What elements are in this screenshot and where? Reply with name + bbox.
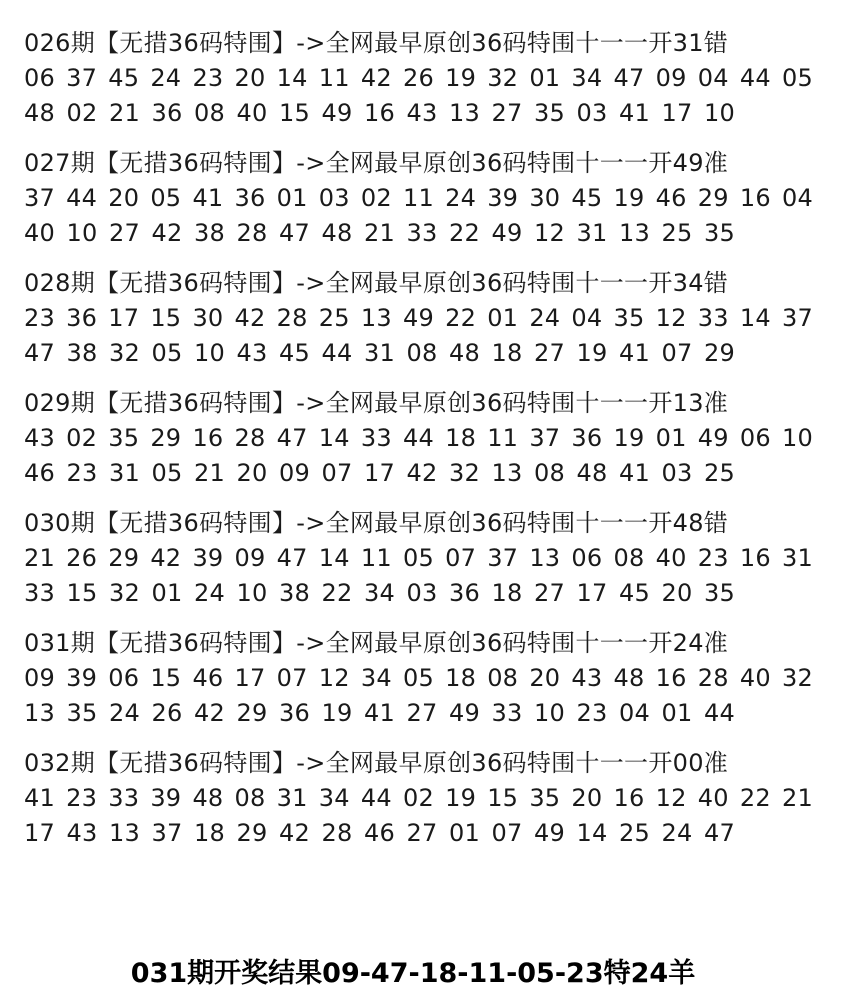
number-cell: 32: [109, 339, 140, 367]
number-cell: 23: [192, 64, 224, 92]
number-cell: 18: [491, 579, 523, 607]
number-cell: 16: [739, 544, 771, 572]
number-cell: 08: [194, 99, 225, 127]
number-cell: 07: [491, 819, 523, 847]
number-cell: 40: [655, 544, 687, 572]
number-cell: 31: [576, 219, 608, 247]
number-cell: 28: [276, 304, 308, 332]
number-cell: 26: [66, 544, 98, 572]
number-cell: 20: [236, 459, 268, 487]
number-cell: 32: [487, 64, 519, 92]
number-cell: 28: [321, 819, 353, 847]
number-cell: 23: [66, 459, 98, 487]
number-cell: 38: [194, 219, 225, 247]
number-cell: 13: [449, 99, 480, 127]
number-cell: 11: [360, 544, 392, 572]
number-cell: 37: [151, 819, 183, 847]
number-cell: 26: [402, 64, 434, 92]
number-cell: 43: [66, 819, 98, 847]
number-row: [24, 816, 824, 851]
number-cell: 07: [321, 459, 353, 487]
number-cell: 48: [449, 339, 480, 367]
number-cell: 02: [360, 184, 392, 212]
number-cell: 03: [661, 459, 693, 487]
period-title: 026期【无措36码特围】->全网最早原创36码特围十一一开31错: [24, 29, 729, 57]
number-cell: 38: [279, 579, 310, 607]
number-cell: 16: [739, 184, 771, 212]
number-cell: 49: [534, 819, 565, 847]
number-cell: 02: [66, 99, 98, 127]
number-cell: 10: [534, 699, 565, 727]
number-cell: 02: [402, 784, 434, 812]
number-cell: 27: [491, 99, 523, 127]
number-cell: 36: [234, 184, 266, 212]
number-cell: 11: [402, 184, 434, 212]
number-cell: 07: [276, 664, 308, 692]
number-cell: 03: [576, 99, 608, 127]
number-cell: 16: [613, 784, 645, 812]
number-cell: 35: [613, 304, 645, 332]
number-cell: 14: [318, 544, 350, 572]
period-block: [24, 506, 824, 611]
number-cell: 33: [360, 424, 392, 452]
number-cell: 26: [151, 699, 183, 727]
number-cell: 05: [150, 184, 182, 212]
number-cell: 49: [697, 424, 729, 452]
number-cell: 42: [194, 699, 225, 727]
number-cell: 31: [364, 339, 395, 367]
number-cell: 44: [66, 184, 98, 212]
number-cell: 28: [234, 424, 266, 452]
number-row: [24, 781, 824, 816]
number-cell: 14: [318, 424, 350, 452]
number-cell: 06: [739, 424, 771, 452]
number-cell: 20: [571, 784, 603, 812]
number-row: [24, 301, 824, 336]
number-cell: 33: [24, 579, 55, 607]
number-cell: 30: [529, 184, 561, 212]
number-cell: 10: [781, 424, 813, 452]
period-title: 032期【无措36码特围】->全网最早原创36码特围十一一开00准: [24, 749, 729, 777]
number-cell: 39: [66, 664, 98, 692]
number-cell: 36: [279, 699, 310, 727]
number-cell: 08: [406, 339, 438, 367]
number-cell: 46: [24, 459, 55, 487]
number-cell: 18: [445, 664, 477, 692]
number-cell: 02: [66, 424, 98, 452]
number-cell: 42: [406, 459, 438, 487]
number-cell: 33: [697, 304, 729, 332]
number-cell: 29: [236, 819, 268, 847]
number-cell: 37: [66, 64, 98, 92]
number-row: [24, 216, 824, 251]
number-cell: 05: [402, 664, 434, 692]
number-cell: 15: [150, 664, 182, 692]
number-cell: 43: [236, 339, 268, 367]
number-cell: 14: [276, 64, 308, 92]
number-cell: 49: [491, 219, 523, 247]
number-cell: 27: [534, 339, 565, 367]
number-cell: 40: [24, 219, 55, 247]
number-cell: 37: [529, 424, 561, 452]
number-cell: 19: [613, 424, 645, 452]
number-cell: 34: [571, 64, 603, 92]
number-cell: 38: [66, 339, 98, 367]
draw-result: 031期开奖结果09-47-18-11-05-23特24羊: [130, 958, 696, 989]
number-cell: 47: [276, 544, 308, 572]
number-cell: 27: [109, 219, 140, 247]
number-cell: 35: [108, 424, 140, 452]
number-cell: 18: [445, 424, 477, 452]
number-cell: 04: [697, 64, 729, 92]
period-block: [24, 626, 824, 731]
number-cell: 20: [661, 579, 693, 607]
number-cell: 10: [704, 99, 735, 127]
number-cell: 47: [279, 219, 310, 247]
number-cell: 15: [279, 99, 310, 127]
number-cell: 21: [364, 219, 395, 247]
number-cell: 41: [192, 184, 224, 212]
number-cell: 32: [781, 664, 813, 692]
number-cell: 41: [619, 339, 650, 367]
number-cell: 23: [576, 699, 608, 727]
number-row: [24, 541, 824, 576]
number-cell: 40: [739, 664, 771, 692]
number-cell: 15: [66, 579, 98, 607]
number-cell: 42: [150, 544, 182, 572]
number-cell: 44: [704, 699, 735, 727]
number-cell: 08: [234, 784, 266, 812]
number-cell: 41: [24, 784, 55, 812]
number-cell: 45: [108, 64, 140, 92]
number-cell: 33: [406, 219, 438, 247]
number-cell: 28: [236, 219, 268, 247]
number-cell: 19: [613, 184, 645, 212]
number-cell: 45: [279, 339, 310, 367]
number-cell: 21: [109, 99, 140, 127]
number-cell: 37: [487, 544, 519, 572]
period-title: 027期【无措36码特围】->全网最早原创36码特围十一一开49准: [24, 149, 729, 177]
number-cell: 33: [108, 784, 140, 812]
number-cell: 29: [704, 339, 735, 367]
number-cell: 12: [534, 219, 565, 247]
number-cell: 46: [192, 664, 224, 692]
number-cell: 01: [661, 699, 693, 727]
number-cell: 35: [704, 219, 735, 247]
number-cell: 43: [24, 424, 55, 452]
number-cell: 47: [613, 64, 645, 92]
period-block: [24, 386, 824, 491]
number-cell: 13: [360, 304, 392, 332]
number-cell: 04: [781, 184, 813, 212]
number-cell: 42: [279, 819, 310, 847]
number-cell: 48: [24, 99, 55, 127]
number-cell: 07: [661, 339, 693, 367]
number-cell: 41: [619, 99, 650, 127]
number-cell: 44: [402, 424, 434, 452]
number-cell: 10: [194, 339, 225, 367]
number-cell: 46: [655, 184, 687, 212]
number-cell: 23: [24, 304, 55, 332]
number-cell: 10: [236, 579, 268, 607]
number-cell: 03: [406, 579, 438, 607]
number-cell: 41: [619, 459, 650, 487]
number-row: [24, 181, 824, 216]
number-cell: 12: [318, 664, 350, 692]
number-cell: 23: [66, 784, 98, 812]
number-cell: 20: [234, 64, 266, 92]
number-cell: 49: [402, 304, 434, 332]
number-cell: 08: [613, 544, 645, 572]
number-cell: 39: [150, 784, 182, 812]
number-cell: 34: [360, 664, 392, 692]
number-cell: 25: [661, 219, 693, 247]
number-cell: 05: [151, 459, 183, 487]
number-cell: 36: [66, 304, 98, 332]
number-cell: 10: [66, 219, 98, 247]
number-row: [24, 421, 824, 456]
number-cell: 24: [661, 819, 693, 847]
number-cell: 21: [194, 459, 225, 487]
number-cell: 37: [24, 184, 55, 212]
number-cell: 44: [360, 784, 392, 812]
number-cell: 23: [697, 544, 729, 572]
number-cell: 47: [24, 339, 55, 367]
number-cell: 09: [24, 664, 55, 692]
number-cell: 43: [406, 99, 438, 127]
number-row: [24, 696, 824, 731]
number-cell: 44: [321, 339, 353, 367]
number-cell: 28: [697, 664, 729, 692]
number-cell: 06: [108, 664, 140, 692]
number-cell: 22: [445, 304, 477, 332]
number-cell: 48: [576, 459, 608, 487]
number-row: [24, 96, 824, 131]
number-cell: 19: [445, 64, 477, 92]
number-cell: 12: [655, 784, 687, 812]
number-cell: 48: [613, 664, 645, 692]
number-cell: 30: [192, 304, 224, 332]
number-cell: 35: [704, 579, 735, 607]
number-cell: 06: [24, 64, 55, 92]
number-cell: 49: [449, 699, 480, 727]
number-cell: 32: [449, 459, 480, 487]
number-cell: 36: [151, 99, 183, 127]
number-cell: 48: [321, 219, 353, 247]
number-cell: 11: [487, 424, 519, 452]
number-cell: 11: [318, 64, 350, 92]
number-cell: 13: [24, 699, 55, 727]
number-cell: 01: [655, 424, 687, 452]
number-cell: 05: [402, 544, 434, 572]
number-cell: 17: [234, 664, 266, 692]
period-block: [24, 746, 824, 851]
number-cell: 13: [529, 544, 561, 572]
number-cell: 15: [150, 304, 182, 332]
number-cell: 19: [445, 784, 477, 812]
number-cell: 09: [655, 64, 687, 92]
number-cell: 09: [234, 544, 266, 572]
number-cell: 22: [321, 579, 353, 607]
number-cell: 31: [276, 784, 308, 812]
number-cell: 17: [661, 99, 693, 127]
number-cell: 36: [571, 424, 603, 452]
period-block: [24, 26, 824, 131]
number-cell: 39: [192, 544, 224, 572]
number-cell: 16: [364, 99, 395, 127]
number-cell: 14: [576, 819, 608, 847]
number-cell: 01: [276, 184, 308, 212]
number-cell: 19: [321, 699, 353, 727]
number-cell: 19: [576, 339, 608, 367]
number-cell: 01: [151, 579, 183, 607]
number-cell: 40: [697, 784, 729, 812]
number-cell: 20: [529, 664, 561, 692]
number-cell: 01: [487, 304, 519, 332]
number-cell: 14: [739, 304, 771, 332]
number-cell: 37: [781, 304, 813, 332]
number-cell: 24: [109, 699, 140, 727]
number-row: [24, 336, 824, 371]
number-cell: 49: [321, 99, 353, 127]
period-block: [24, 146, 824, 251]
number-cell: 45: [619, 579, 650, 607]
number-cell: 43: [571, 664, 603, 692]
number-cell: 33: [491, 699, 523, 727]
number-cell: 09: [279, 459, 310, 487]
number-cell: 13: [109, 819, 140, 847]
number-cell: 41: [364, 699, 395, 727]
number-cell: 31: [109, 459, 140, 487]
number-cell: 18: [491, 339, 523, 367]
period-block: [24, 266, 824, 371]
number-cell: 27: [406, 819, 438, 847]
number-cell: 47: [276, 424, 308, 452]
number-cell: 36: [449, 579, 480, 607]
number-cell: 16: [192, 424, 224, 452]
number-cell: 29: [108, 544, 140, 572]
number-row: [24, 576, 824, 611]
number-cell: 42: [234, 304, 266, 332]
number-cell: 12: [655, 304, 687, 332]
number-cell: 35: [66, 699, 98, 727]
number-cell: 45: [571, 184, 603, 212]
number-cell: 25: [704, 459, 735, 487]
number-cell: 17: [108, 304, 140, 332]
number-cell: 32: [109, 579, 140, 607]
number-cell: 18: [194, 819, 225, 847]
number-cell: 01: [529, 64, 561, 92]
number-cell: 03: [318, 184, 350, 212]
number-cell: 17: [364, 459, 395, 487]
number-cell: 48: [192, 784, 224, 812]
number-cell: 25: [619, 819, 650, 847]
number-cell: 24: [194, 579, 225, 607]
number-cell: 01: [449, 819, 480, 847]
number-cell: 22: [449, 219, 480, 247]
period-title: 030期【无措36码特围】->全网最早原创36码特围十一一开48错: [24, 509, 729, 537]
number-cell: 13: [619, 219, 650, 247]
number-cell: 42: [360, 64, 392, 92]
number-cell: 47: [704, 819, 735, 847]
number-cell: 05: [781, 64, 813, 92]
number-row: [24, 61, 824, 96]
number-cell: 08: [534, 459, 565, 487]
number-cell: 25: [318, 304, 350, 332]
number-cell: 34: [318, 784, 350, 812]
number-cell: 20: [108, 184, 140, 212]
number-cell: 06: [571, 544, 603, 572]
number-cell: 08: [487, 664, 519, 692]
number-cell: 34: [364, 579, 395, 607]
number-cell: 35: [529, 784, 561, 812]
number-cell: 39: [487, 184, 519, 212]
number-row: [24, 661, 824, 696]
number-cell: 07: [445, 544, 477, 572]
number-cell: 31: [781, 544, 813, 572]
number-cell: 29: [150, 424, 182, 452]
number-cell: 22: [739, 784, 771, 812]
number-cell: 05: [151, 339, 183, 367]
number-cell: 15: [487, 784, 519, 812]
number-cell: 40: [236, 99, 268, 127]
number-cell: 27: [406, 699, 438, 727]
number-cell: 21: [781, 784, 813, 812]
number-cell: 46: [364, 819, 395, 847]
number-cell: 27: [534, 579, 565, 607]
number-cell: 29: [697, 184, 729, 212]
number-cell: 21: [24, 544, 55, 572]
number-cell: 04: [619, 699, 650, 727]
number-cell: 04: [571, 304, 603, 332]
number-cell: 13: [491, 459, 523, 487]
number-cell: 29: [236, 699, 268, 727]
period-title: 029期【无措36码特围】->全网最早原创36码特围十一一开13准: [24, 389, 729, 417]
number-cell: 44: [739, 64, 771, 92]
period-title: 031期【无措36码特围】->全网最早原创36码特围十一一开24准: [24, 629, 729, 657]
number-cell: 24: [445, 184, 477, 212]
number-cell: 24: [150, 64, 182, 92]
number-cell: 35: [534, 99, 565, 127]
number-cell: 42: [151, 219, 183, 247]
number-cell: 17: [24, 819, 55, 847]
number-cell: 17: [576, 579, 608, 607]
number-row: [24, 456, 824, 491]
number-cell: 16: [655, 664, 687, 692]
number-cell: 24: [529, 304, 561, 332]
period-title: 028期【无措36码特围】->全网最早原创36码特围十一一开34错: [24, 269, 729, 297]
